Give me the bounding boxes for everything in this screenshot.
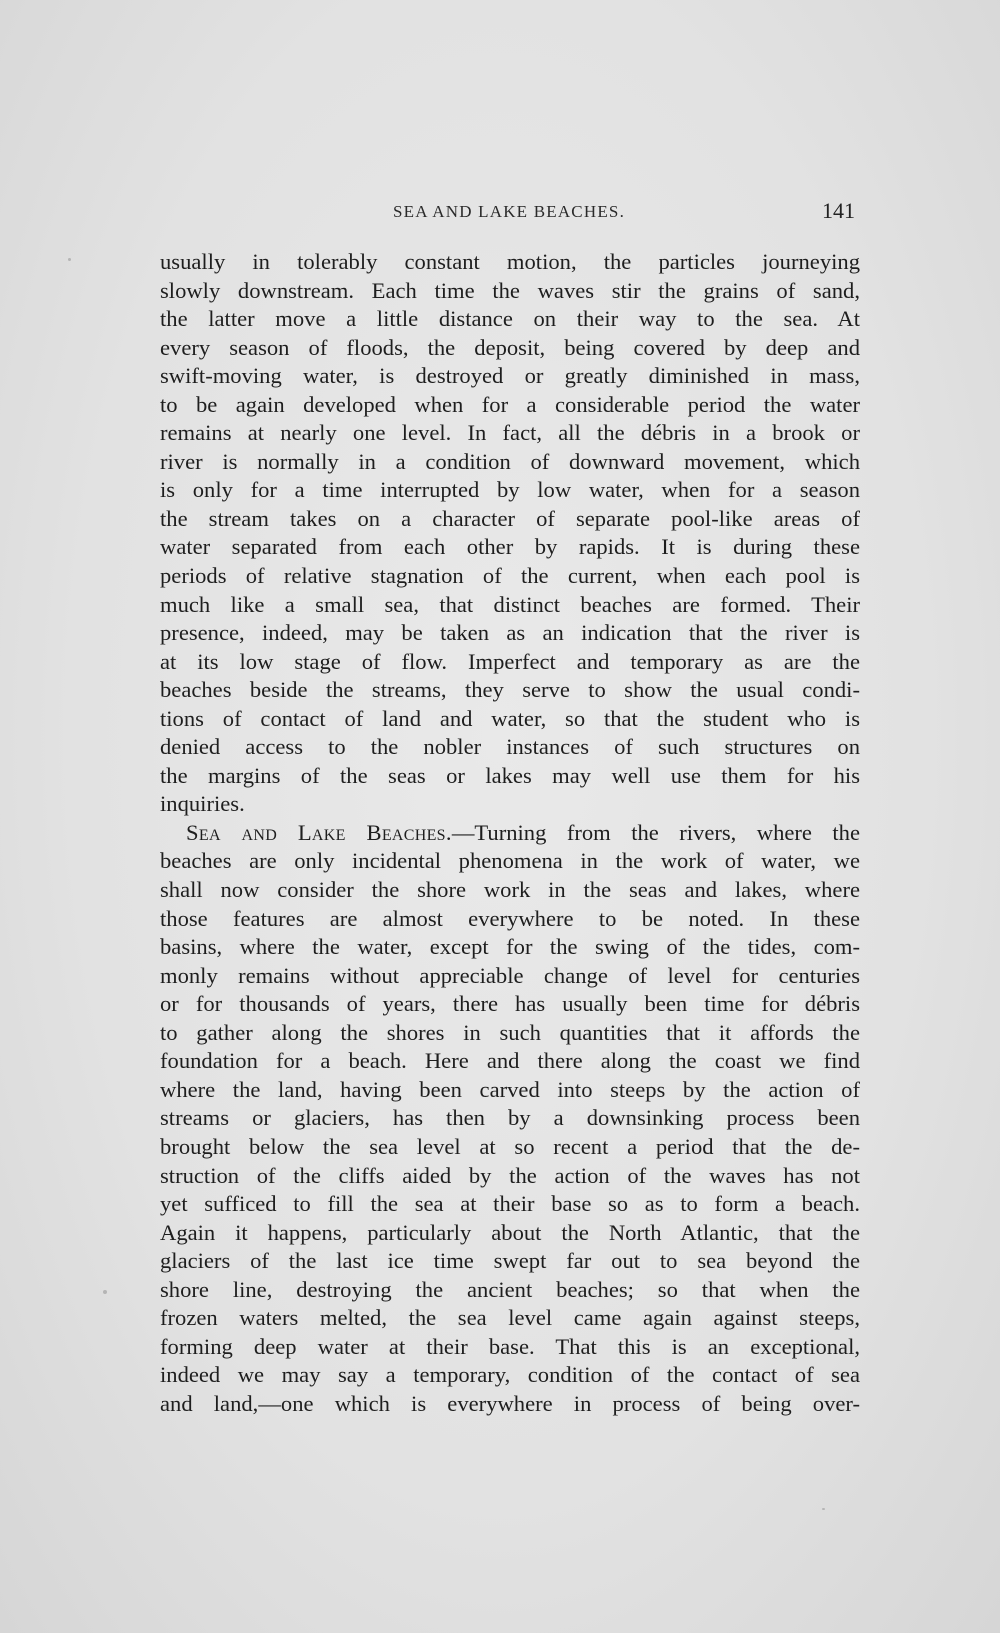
page-number: 141 — [822, 198, 855, 223]
text-line: indeed we may say a temporary, condition of the contact of sea — [160, 1362, 860, 1388]
text-line: struction of the cliffs aided by the action of the waves has not — [160, 1162, 860, 1188]
section-first-line — [160, 819, 860, 848]
text-line: the latter move a little distance on their way to the sea. At — [160, 306, 860, 332]
text-line: basins, where the water, except for the swing of the tides, com- — [160, 934, 860, 960]
text-line: where the land, having been carved into steeps by the action of — [160, 1076, 860, 1102]
text-line: the stream takes on a character of separate pool-like areas of — [160, 505, 860, 531]
text-line: is only for a time interrupted by low water, when for a season — [160, 477, 860, 503]
text-line: and land,—one which is everywhere in process of being over- — [160, 1390, 860, 1416]
text-line: or for thousands of years, there has usually been time for débris — [160, 991, 860, 1017]
text-line: inquiries. — [160, 791, 245, 817]
section-heading: Sea and Lake Beaches. — [186, 819, 452, 845]
text-line: monly remains without appreciable change of level for centuries — [160, 962, 860, 988]
text-line: forming deep water at their base. That this is an exceptional, — [160, 1333, 860, 1359]
text-line: swift-moving water, is destroyed or greatly diminished in mass, — [160, 363, 860, 389]
text-line: periods of relative stagnation of the current, when each pool is — [160, 563, 860, 589]
text-line: streams or glaciers, has then by a downsinking process been — [160, 1105, 860, 1131]
text-line: frozen waters melted, the sea level came again against steeps, — [160, 1305, 860, 1331]
text-line: those features are almost everywhere to be noted. In these — [160, 905, 860, 931]
running-title: SEA AND LAKE BEACHES. — [392, 202, 626, 221]
section-first-line-rest: —Turning from the rivers, where the — [451, 819, 860, 845]
text-line: every season of floods, the deposit, being covered by deep and — [160, 334, 860, 360]
body-text — [160, 248, 860, 1418]
paper-speck — [103, 1290, 107, 1294]
text-line: beaches are only incidental phenomena in the work of water, we — [160, 848, 860, 874]
text-line: to be again developed when for a considerable period the water — [160, 391, 860, 417]
running-head — [163, 198, 855, 228]
text-line: river is normally in a condition of downward movement, which — [160, 448, 860, 474]
text-line: yet sufficed to fill the sea at their base so as to form a beach. — [160, 1191, 860, 1217]
text-line: slowly downstream. Each time the waves stir the grains of sand, — [160, 277, 860, 303]
text-line: foundation for a beach. Here and there along the coast we find — [160, 1048, 860, 1074]
text-line: tions of contact of land and water, so that the student who is — [160, 705, 860, 731]
text-line: brought below the sea level at so recent a period that the de- — [160, 1133, 860, 1159]
paper-speck — [822, 1508, 825, 1510]
text-line: remains at nearly one level. In fact, all the débris in a brook or — [160, 420, 860, 446]
text-line: presence, indeed, may be taken as an indication that the river is — [160, 620, 860, 646]
text-line: at its low stage of flow. Imperfect and temporary as are the — [160, 648, 860, 674]
text-line: much like a small sea, that distinct beaches are formed. Their — [160, 591, 860, 617]
text-line: denied access to the nobler instances of such structures on — [160, 734, 860, 760]
paper-speck — [68, 258, 71, 261]
text-line: Again it happens, particularly about the North Atlantic, that the — [160, 1219, 860, 1245]
text-line: beaches beside the streams, they serve to show the usual condi- — [160, 677, 860, 703]
text-line: glaciers of the last ice time swept far out to sea beyond the — [160, 1248, 860, 1274]
text-line: to gather along the shores in such quantities that it affords the — [160, 1019, 860, 1045]
text-line: shall now consider the shore work in the seas and lakes, where — [160, 877, 860, 903]
text-line: water separated from each other by rapids. It is during these — [160, 534, 860, 560]
text-line: shore line, destroying the ancient beaches; so that when the — [160, 1276, 860, 1302]
text-line: usually in tolerably constant motion, the particles journeying — [160, 249, 860, 274]
text-line: the margins of the seas or lakes may well use them for his — [160, 762, 860, 788]
